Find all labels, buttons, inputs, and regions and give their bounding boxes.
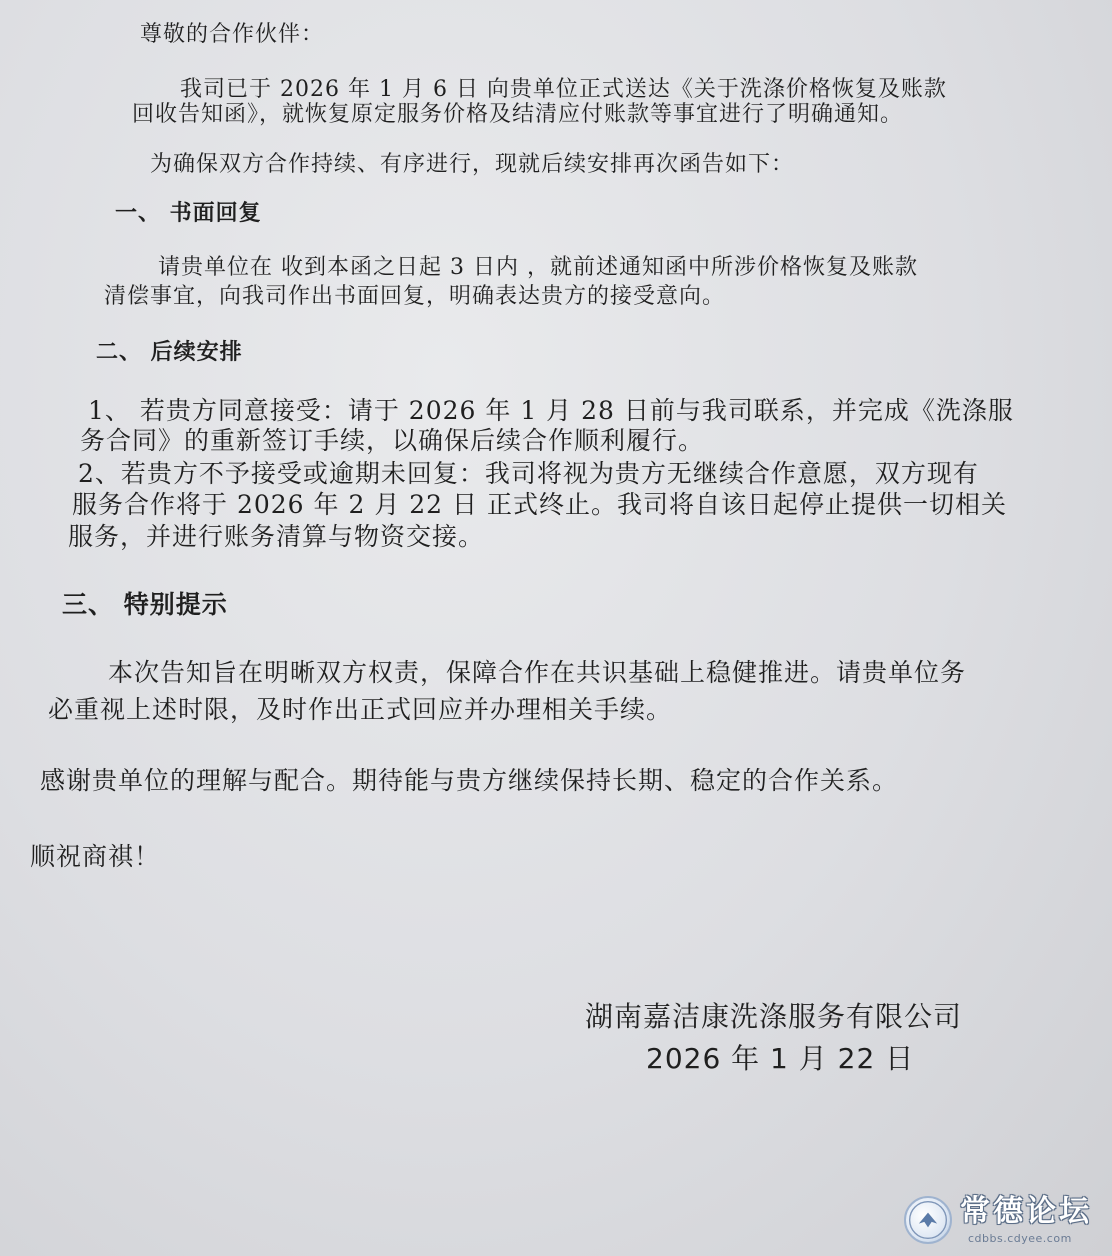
intro-line-2: 回收告知函》，就恢复原定服务价格及结清应付账款等事宜进行了明确通知。 [132,102,904,127]
section-2-item-1-line-1: 1、 若贵方同意接受：请于 2026 年 1 月 28 日前与我司联系，并完成《洗涤服 [88,396,1014,425]
section-2-item-2-line-2: 服务合作将于 2026 年 2 月 22 日 正式终止。我司将自该日起停止提供一切相关 [72,490,1007,519]
section-3-line-2: 必重视上述时限，及时作出正式回应并办理相关手续。 [48,695,673,724]
section-2-item-2-line-3: 服务，并进行账务清算与物资交接。 [68,522,485,551]
salutation: 尊敬的合作伙伴： [140,22,325,47]
closing-line: 顺祝商祺！ [30,842,161,871]
section-2-item-1-line-2: 务合同》的重新签订手续，以确保后续合作顺利履行。 [80,426,705,455]
section-2-item-2-line-1: 2、若贵方不予接受或逾期未回复：我司将视为贵方无继续合作意愿，双方现有 [78,459,979,488]
forum-logo-icon [904,1196,952,1244]
section-1-line-1: 请贵单位在 收到本函之日起 3 日内 ，就前述通知函中所涉价格恢复及账款 [158,255,918,280]
watermark-title: 常德论坛 [960,1194,1092,1229]
watermark-url: cdbbs.cdyee.com [968,1232,1072,1245]
forum-watermark [904,1194,1104,1250]
section-3-line-1: 本次告知旨在明晰双方权责，保障合作在共识基础上稳健推进。请贵单位务 [108,658,967,687]
purpose-line: 为确保双方合作持续、有序进行，现就后续安排再次函告如下： [150,152,795,177]
section-3-heading: 三、 特别提示 [62,590,228,619]
intro-line-1: 我司已于 2026 年 1 月 6 日 向贵单位正式送达《关于洗涤价格恢复及账款 [180,77,947,102]
signature-date: 2026 年 1 月 22 日 [646,1042,915,1075]
section-2-heading: 二、 后续安排 [96,339,243,365]
section-1-line-2: 清偿事宜，向我司作出书面回复，明确表达贵方的接受意向。 [104,284,726,309]
section-1-heading: 一、 书面回复 [115,200,262,226]
signature-company: 湖南嘉洁康洗涤服务有限公司 [585,1000,963,1033]
thanks-line: 感谢贵单位的理解与配合。期待能与贵方继续保持长期、稳定的合作关系。 [40,766,899,795]
